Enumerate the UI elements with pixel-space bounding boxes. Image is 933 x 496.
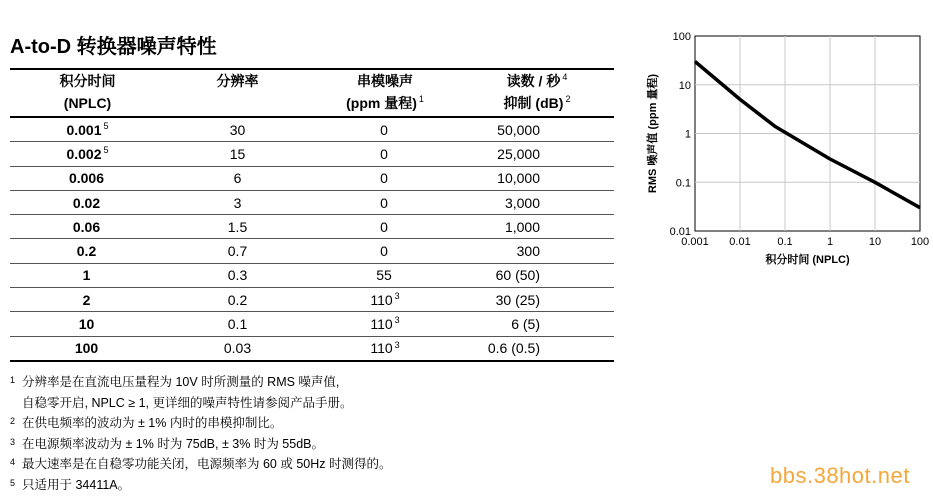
cell-nmr: 0: [310, 215, 460, 239]
header-nmr: 串模噪声: [357, 73, 413, 89]
cell-nmr: 0: [310, 239, 460, 263]
y-tick-label: 100: [672, 31, 691, 43]
cell-resolution: 0.3: [165, 263, 310, 287]
cell-nplc: 1: [10, 263, 165, 287]
cell-resolution: 30: [165, 117, 310, 142]
cell-nmr: 0: [310, 117, 460, 142]
cell-nplc: 0.006: [10, 166, 165, 190]
x-tick-label: 100: [910, 236, 930, 248]
cell-resolution: 3: [165, 190, 310, 214]
cell-rate: 3,000: [460, 190, 614, 214]
cell-rate: 60 (50): [460, 263, 614, 287]
cell-nplc: 10: [10, 312, 165, 336]
series-line: [695, 62, 920, 208]
cell-resolution: 1.5: [165, 215, 310, 239]
cell-nplc: 0.2: [10, 239, 165, 263]
cell-nmr: 110 $^3$: [310, 288, 460, 312]
header-nplc: 积分时间: [59, 73, 116, 89]
cell-nmr: 110 $^3$: [310, 312, 460, 336]
table-row: [10, 312, 614, 336]
cell-rate: 25,000: [460, 142, 614, 166]
header-rate-unit: 抑制 (dB) $^2$: [503, 94, 571, 111]
table-row: [10, 288, 614, 312]
x-tick-label: 0.1: [777, 236, 793, 248]
x-tick-label: 10: [868, 236, 882, 248]
grid: [695, 36, 920, 231]
cell-rate: 300: [460, 239, 614, 263]
cell-nmr: 0: [310, 142, 460, 166]
cell-nplc: 0.02: [10, 190, 165, 214]
table-row: [10, 166, 614, 190]
cell-nplc: 0.001 $^5$: [10, 117, 165, 142]
watermark: bbs.38hot.net: [770, 463, 910, 488]
x-tick-label: 0.01: [729, 236, 751, 248]
cell-resolution: 0.2: [165, 288, 310, 312]
noise-chart: [640, 28, 930, 274]
cell-nplc: 100: [10, 336, 165, 361]
cell-rate: 30 (25): [460, 288, 614, 312]
footnote: 5 只适用于 34411A。: [10, 477, 131, 492]
y-axis-label: RMS 噪声值 (ppm 量程): [647, 73, 659, 194]
y-tick-label: 10: [678, 79, 691, 92]
table-row: [10, 336, 614, 361]
cell-resolution: 6: [165, 166, 310, 190]
cell-nmr: 0: [310, 190, 460, 214]
cell-rate: 50,000: [460, 117, 614, 142]
noise-spec-table: [10, 68, 614, 362]
cell-rate: 0.6 (0.5): [460, 336, 614, 361]
cell-nmr: 55: [310, 263, 460, 287]
cell-nplc: 0.06: [10, 215, 165, 239]
y-tick-label: 1: [684, 128, 691, 141]
cell-nmr: 110 $^3$: [310, 336, 460, 361]
x-axis-label: 积分时间 (NPLC): [765, 254, 850, 266]
cell-resolution: 0.7: [165, 239, 310, 263]
cell-resolution: 15: [165, 142, 310, 166]
cell-rate: 10,000: [460, 166, 614, 190]
cell-nmr: 0: [310, 166, 460, 190]
cell-rate: 6 (5): [460, 312, 614, 336]
page-title: A-to-D 转换器噪声特性: [10, 36, 217, 58]
header-nplc-unit: (NPLC): [63, 95, 112, 111]
cell-nplc: 0.002 $^5$: [10, 142, 165, 166]
header-resolution: 分辨率: [216, 73, 259, 89]
footnote: 2 在供电频率的波动为 ± 1% 内时的串模抑制比。: [10, 416, 283, 431]
table-row: [10, 190, 614, 214]
footnotes: [10, 372, 391, 496]
footnote: 3 在电源频率波动为 ± 1% 时为 75dB, ± 3% 时为 55dB。: [10, 436, 324, 451]
table-row: [10, 239, 614, 263]
header-nmr-unit: (ppm 量程) $^1$: [346, 94, 424, 111]
table-row: [10, 215, 614, 239]
table-row: [10, 263, 614, 287]
footnote: 4 最大速率是在自稳零功能关闭，电源频率为 60 或 50Hz 时测得的。: [10, 457, 392, 472]
cell-resolution: 0.1: [165, 312, 310, 336]
header-rate: 读数 / 秒 $^4$: [506, 72, 568, 89]
footnote: 自稳零开启, NPLC ≥ 1, 更详细的噪声特性请参阅产品手册。: [22, 395, 353, 410]
footnote: 1 分辨率是在直流电压量程为 10V 时所测量的 RMS 噪声值,: [10, 375, 340, 389]
cell-resolution: 0.03: [165, 336, 310, 361]
x-tick-label: 1: [826, 236, 834, 248]
x-tick-label: 0.001: [681, 236, 709, 248]
cell-rate: 1,000: [460, 215, 614, 239]
table-row: [10, 142, 614, 166]
table-row: [10, 117, 614, 142]
y-tick-label: 0.01: [669, 226, 691, 238]
cell-nplc: 2: [10, 288, 165, 312]
y-tick-label: 0.1: [675, 177, 691, 190]
